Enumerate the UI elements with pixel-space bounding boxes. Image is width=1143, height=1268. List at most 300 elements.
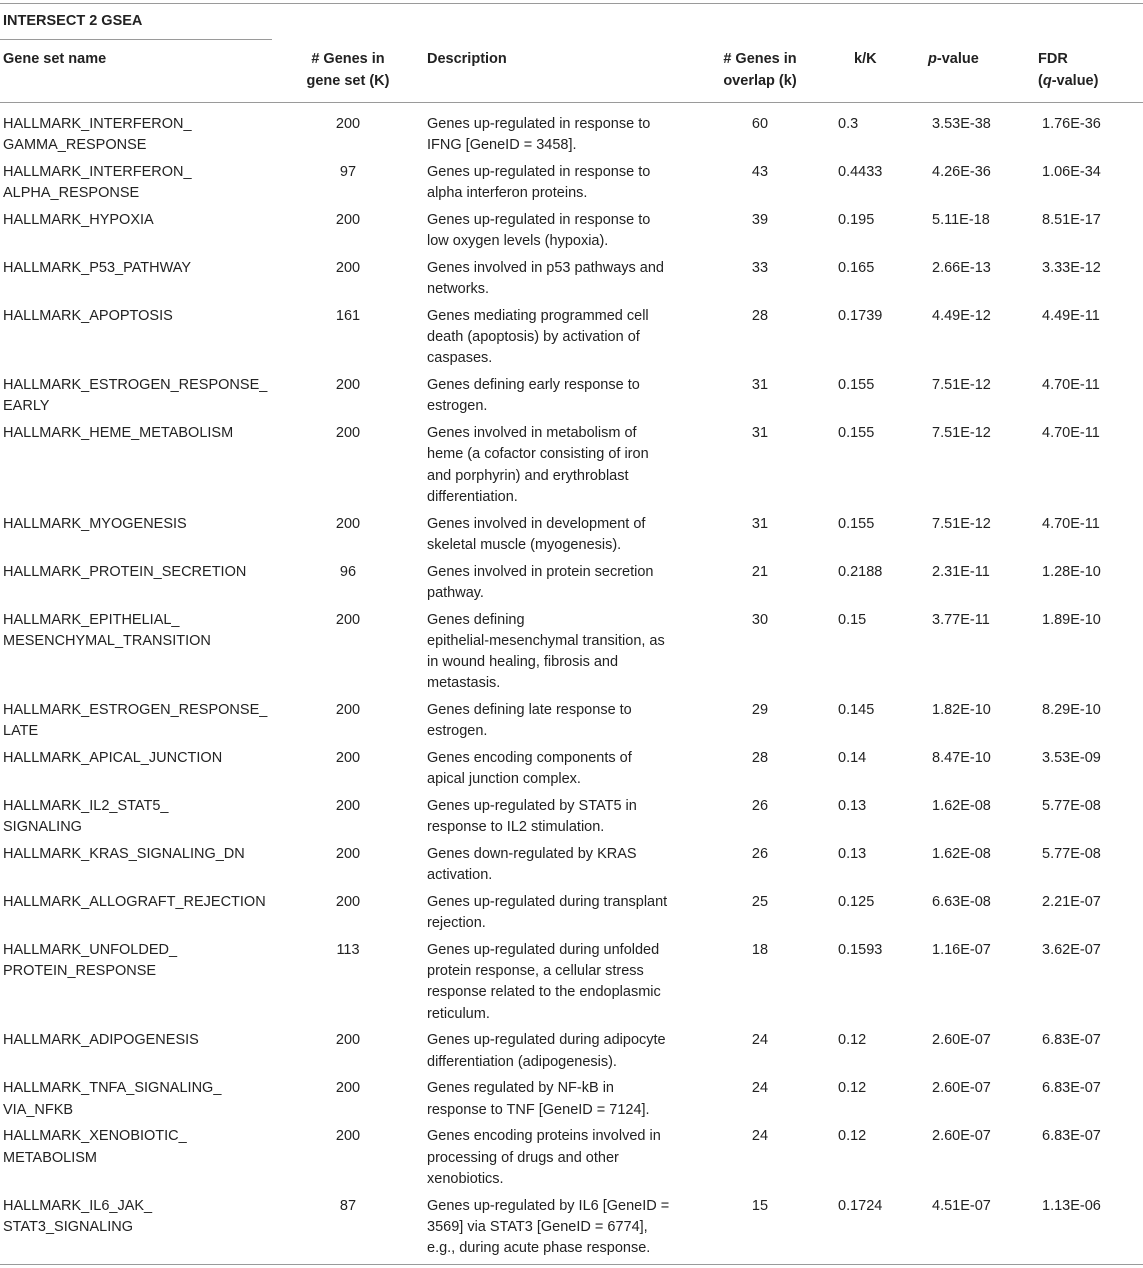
value-k: 200	[335, 702, 361, 719]
value-k: 200	[335, 1032, 361, 1049]
value-fdr: 1.13E-06	[1042, 1197, 1101, 1214]
table-body	[0, 114, 1143, 1265]
value-k: 43	[751, 164, 769, 180]
value-p: 2.31E-11	[932, 563, 990, 580]
value-k: 200	[335, 798, 361, 815]
table-row	[0, 258, 1143, 306]
value-k: 21	[751, 563, 769, 580]
value-kk: 0.155	[838, 377, 875, 394]
cell-kK	[818, 748, 928, 796]
table-row	[0, 210, 1143, 258]
value-desc: Genes regulated by NF-kB in response to TNF [GeneID = 7124].	[427, 1080, 650, 1118]
cell-description	[396, 306, 702, 375]
cell-fdr	[1038, 210, 1143, 258]
cell-genes-in-overlap	[702, 844, 818, 892]
value-p: 1.62E-08	[932, 798, 991, 815]
cell-p-value	[928, 258, 1038, 306]
value-desc: Genes defining early response to estrogen.	[427, 377, 640, 415]
cell-genes-in-overlap	[702, 940, 818, 1030]
value-fdr: 3.33E-12	[1042, 260, 1101, 276]
cell-gene-set-name	[0, 844, 300, 892]
cell-gene-set-name	[0, 1126, 300, 1195]
value-k: 29	[751, 702, 769, 719]
value-kk: 0.12	[838, 1128, 867, 1145]
value-k: 26	[751, 846, 769, 863]
value-p: 1.82E-10	[932, 702, 991, 719]
cell-fdr	[1038, 562, 1143, 610]
cell-fdr	[1038, 748, 1143, 796]
header-fdr-q-italic: q	[1042, 72, 1052, 89]
value-kk: 0.2188	[838, 563, 883, 580]
value-desc: Genes involved in p53 pathways and networks.	[427, 260, 664, 298]
cell-genes-in-set	[300, 892, 396, 940]
value-fdr: 2.21E-07	[1042, 894, 1101, 911]
value-name: HALLMARK_XENOBIOTIC_ METABOLISM	[3, 1128, 187, 1166]
cell-description	[396, 748, 702, 796]
value-p: 2.60E-07	[932, 1032, 991, 1049]
cell-genes-in-overlap	[702, 114, 818, 162]
value-name: HALLMARK_KRAS_SIGNALING_DN	[3, 846, 245, 863]
cell-p-value	[928, 423, 1038, 513]
value-name: HALLMARK_MYOGENESIS	[3, 515, 187, 532]
header-gene-set-name: Gene set name	[3, 51, 107, 67]
cell-p-value	[928, 562, 1038, 610]
value-name: HALLMARK_ALLOGRAFT_REJECTION	[3, 894, 266, 911]
value-desc: Genes involved in development of skeletal muscle (myogenesis).	[427, 515, 646, 553]
cell-genes-in-set	[300, 748, 396, 796]
value-kk: 0.1593	[838, 942, 883, 959]
value-desc: Genes defining late response to estrogen.	[427, 702, 632, 740]
cell-kK	[818, 562, 928, 610]
cell-description	[396, 844, 702, 892]
value-name: HALLMARK_UNFOLDED_ PROTEIN_RESPONSE	[3, 942, 178, 980]
cell-description	[396, 796, 702, 844]
cell-genes-in-set	[300, 423, 396, 513]
cell-kK	[818, 844, 928, 892]
cell-genes-in-set	[300, 610, 396, 700]
value-k: 200	[335, 116, 361, 132]
cell-fdr	[1038, 1078, 1143, 1126]
value-kk: 0.4433	[838, 164, 883, 180]
value-k: 200	[335, 212, 361, 228]
caption-rule	[0, 39, 272, 40]
value-k: 113	[336, 942, 360, 959]
value-fdr: 1.28E-10	[1042, 563, 1101, 580]
cell-gene-set-name	[0, 940, 300, 1030]
cell-description	[396, 423, 702, 513]
value-kk: 0.1739	[838, 308, 883, 324]
cell-description	[396, 210, 702, 258]
value-fdr: 5.77E-08	[1042, 798, 1101, 815]
cell-kK	[818, 306, 928, 375]
value-p: 4.26E-36	[932, 164, 991, 180]
value-k: 24	[751, 1032, 769, 1049]
value-desc: Genes up-regulated during transplant rejection.	[427, 894, 668, 932]
value-desc: Genes up-regulated by IL6 [GeneID = 3569] via STAT3 [GeneID = 6774], e.g., during acute phase response.	[427, 1197, 670, 1257]
table-row	[0, 1196, 1143, 1265]
value-name: HALLMARK_ADIPOGENESIS	[3, 1032, 199, 1049]
cell-description	[396, 562, 702, 610]
value-kk: 0.165	[838, 260, 875, 276]
cell-p-value	[928, 210, 1038, 258]
cell-genes-in-overlap	[702, 562, 818, 610]
cell-p-value	[928, 940, 1038, 1030]
cell-genes-in-overlap	[702, 258, 818, 306]
table-row	[0, 748, 1143, 796]
value-k: 200	[335, 377, 361, 394]
cell-kK	[818, 940, 928, 1030]
cell-gene-set-name	[0, 375, 300, 423]
cell-fdr	[1038, 162, 1143, 210]
value-desc: Genes up-regulated in response to IFNG [GeneID = 3458].	[427, 116, 651, 154]
value-fdr: 4.49E-11	[1042, 308, 1100, 324]
value-p: 2.66E-13	[932, 260, 991, 276]
value-kk: 0.1724	[838, 1197, 883, 1214]
cell-p-value	[928, 1030, 1038, 1078]
cell-genes-in-overlap	[702, 1126, 818, 1195]
cell-genes-in-overlap	[702, 210, 818, 258]
table-row	[0, 610, 1143, 700]
cell-genes-in-overlap	[702, 423, 818, 513]
cell-gene-set-name	[0, 796, 300, 844]
table-row	[0, 892, 1143, 940]
cell-kK	[818, 162, 928, 210]
cell-fdr	[1038, 423, 1143, 513]
cell-gene-set-name	[0, 1078, 300, 1126]
cell-kK	[818, 114, 928, 162]
cell-gene-set-name	[0, 114, 300, 162]
cell-description	[396, 375, 702, 423]
value-name: HALLMARK_IL2_STAT5_ SIGNALING	[3, 798, 169, 836]
value-kk: 0.3	[838, 116, 859, 132]
header-kK: k/K	[854, 51, 877, 67]
cell-fdr	[1038, 610, 1143, 700]
table-row	[0, 844, 1143, 892]
cell-genes-in-overlap	[702, 1030, 818, 1078]
cell-description	[396, 162, 702, 210]
value-k: 28	[751, 750, 769, 767]
value-desc: Genes up-regulated during unfolded protein response, a cellular stress response related to the endoplasmic reticulum.	[427, 942, 661, 1022]
cell-genes-in-set	[300, 562, 396, 610]
value-k: 24	[751, 1128, 769, 1145]
value-kk: 0.13	[838, 846, 867, 863]
cell-kK	[818, 610, 928, 700]
value-kk: 0.12	[838, 1032, 867, 1049]
cell-fdr	[1038, 306, 1143, 375]
value-p: 8.47E-10	[932, 750, 991, 767]
table-row	[0, 162, 1143, 210]
header-genes-in-set-line1: # Genes in	[311, 51, 385, 67]
cell-fdr	[1038, 1030, 1143, 1078]
value-desc: Genes up-regulated during adipocyte differentiation (adipogenesis).	[427, 1032, 666, 1070]
cell-gene-set-name	[0, 562, 300, 610]
value-name: HALLMARK_HYPOXIA	[3, 212, 154, 228]
cell-description	[396, 1078, 702, 1126]
value-p: 3.77E-11	[932, 611, 990, 628]
cell-fdr	[1038, 940, 1143, 1030]
cell-kK	[818, 514, 928, 562]
cell-p-value	[928, 306, 1038, 375]
cell-fdr	[1038, 844, 1143, 892]
value-fdr: 3.62E-07	[1042, 942, 1101, 959]
value-fdr: 5.77E-08	[1042, 846, 1101, 863]
cell-description	[396, 940, 702, 1030]
value-p: 4.49E-12	[932, 308, 991, 324]
value-k: 25	[751, 894, 769, 911]
cell-gene-set-name	[0, 1030, 300, 1078]
header-fdr	[1038, 49, 1098, 92]
value-k: 200	[335, 611, 361, 628]
header-p-rest: -value	[936, 51, 979, 67]
header-p-value	[928, 49, 979, 71]
cell-genes-in-overlap	[702, 700, 818, 748]
cell-kK	[818, 210, 928, 258]
cell-kK	[818, 423, 928, 513]
value-p: 4.51E-07	[932, 1197, 991, 1214]
cell-description	[396, 610, 702, 700]
cell-kK	[818, 1030, 928, 1078]
header-genes-in-set	[300, 49, 396, 92]
value-desc: Genes defining epithelial-mesenchymal transition, as in wound healing, fibrosis and metastasis.	[427, 611, 665, 692]
cell-genes-in-set	[300, 1030, 396, 1078]
value-k: 60	[751, 116, 769, 132]
cell-genes-in-set	[300, 162, 396, 210]
value-p: 2.60E-07	[932, 1128, 991, 1145]
cell-fdr	[1038, 258, 1143, 306]
header-fdr-q-rest: -value)	[1051, 72, 1099, 89]
cell-gene-set-name	[0, 423, 300, 513]
table-row	[0, 514, 1143, 562]
cell-genes-in-overlap	[702, 796, 818, 844]
value-k: 18	[751, 942, 769, 959]
cell-kK	[818, 700, 928, 748]
cell-genes-in-set	[300, 844, 396, 892]
cell-genes-in-overlap	[702, 1078, 818, 1126]
cell-gene-set-name	[0, 514, 300, 562]
cell-genes-in-set	[300, 258, 396, 306]
value-p: 3.53E-38	[932, 116, 991, 132]
value-fdr: 6.83E-07	[1042, 1032, 1101, 1049]
value-k: 96	[339, 563, 357, 580]
value-fdr: 4.70E-11	[1042, 515, 1100, 532]
value-k: 31	[751, 377, 769, 394]
value-kk: 0.195	[838, 212, 875, 228]
header-description: Description	[427, 51, 507, 67]
table-row	[0, 1126, 1143, 1195]
cell-genes-in-set	[300, 1196, 396, 1265]
cell-fdr	[1038, 375, 1143, 423]
value-k: 87	[339, 1197, 357, 1214]
value-kk: 0.15	[838, 611, 867, 628]
value-name: HALLMARK_INTERFERON_ GAMMA_RESPONSE	[3, 116, 192, 154]
table-row	[0, 306, 1143, 375]
value-k: 31	[751, 515, 769, 532]
cell-kK	[818, 1126, 928, 1195]
value-fdr: 1.06E-34	[1042, 164, 1101, 180]
header-genes-overlap-line2: overlap (k)	[723, 72, 797, 89]
value-kk: 0.13	[838, 798, 867, 815]
cell-genes-in-overlap	[702, 1196, 818, 1265]
value-name: HALLMARK_HEME_METABOLISM	[3, 425, 234, 442]
value-k: 15	[751, 1197, 769, 1214]
value-k: 33	[751, 260, 769, 276]
cell-gene-set-name	[0, 258, 300, 306]
cell-p-value	[928, 844, 1038, 892]
table-row	[0, 562, 1143, 610]
value-name: HALLMARK_TNFA_SIGNALING_ VIA_NFKB	[3, 1080, 222, 1118]
value-k: 200	[335, 260, 361, 276]
cell-genes-in-overlap	[702, 162, 818, 210]
cell-genes-in-set	[300, 940, 396, 1030]
value-k: 200	[335, 515, 361, 532]
value-kk: 0.12	[838, 1080, 867, 1097]
table-row	[0, 1078, 1143, 1126]
value-kk: 0.125	[838, 894, 875, 911]
cell-genes-in-set	[300, 210, 396, 258]
value-k: 200	[335, 894, 361, 911]
value-k: 24	[751, 1080, 769, 1097]
value-kk: 0.155	[838, 425, 875, 442]
value-fdr: 4.70E-11	[1042, 425, 1100, 442]
value-desc: Genes involved in protein secretion pathway.	[427, 563, 654, 601]
cell-kK	[818, 796, 928, 844]
cell-genes-in-set	[300, 375, 396, 423]
value-k: 31	[751, 425, 769, 442]
cell-p-value	[928, 162, 1038, 210]
cell-p-value	[928, 1126, 1038, 1195]
cell-fdr	[1038, 892, 1143, 940]
table-row	[0, 375, 1143, 423]
cell-genes-in-set	[300, 306, 396, 375]
value-fdr: 3.53E-09	[1042, 750, 1101, 767]
cell-gene-set-name	[0, 162, 300, 210]
cell-genes-in-set	[300, 796, 396, 844]
cell-gene-set-name	[0, 700, 300, 748]
value-desc: Genes encoding proteins involved in processing of drugs and other xenobiotics.	[427, 1128, 661, 1187]
cell-description	[396, 1030, 702, 1078]
header-fdr-line1: FDR	[1038, 51, 1068, 67]
cell-genes-in-set	[300, 1126, 396, 1195]
value-name: HALLMARK_APOPTOSIS	[3, 308, 173, 324]
cell-description	[396, 892, 702, 940]
cell-fdr	[1038, 1196, 1143, 1265]
value-k: 26	[751, 798, 769, 815]
value-desc: Genes down-regulated by KRAS activation.	[427, 846, 637, 884]
cell-genes-in-set	[300, 514, 396, 562]
cell-kK	[818, 1078, 928, 1126]
value-k: 97	[339, 164, 357, 180]
cell-description	[396, 1126, 702, 1195]
value-fdr: 4.70E-11	[1042, 377, 1100, 394]
gsea-results-table	[0, 114, 1143, 1265]
value-kk: 0.14	[838, 750, 867, 767]
value-name: HALLMARK_APICAL_JUNCTION	[3, 750, 223, 767]
value-fdr: 8.29E-10	[1042, 702, 1101, 719]
cell-gene-set-name	[0, 210, 300, 258]
cell-p-value	[928, 375, 1038, 423]
cell-fdr	[1038, 114, 1143, 162]
value-k: 28	[751, 308, 769, 324]
value-k: 30	[751, 611, 769, 628]
value-desc: Genes up-regulated in response to alpha interferon proteins.	[427, 164, 651, 202]
cell-p-value	[928, 610, 1038, 700]
cell-genes-in-set	[300, 700, 396, 748]
cell-gene-set-name	[0, 748, 300, 796]
cell-description	[396, 700, 702, 748]
header-fdr-line2	[1038, 71, 1098, 93]
cell-description	[396, 258, 702, 306]
value-fdr: 8.51E-17	[1042, 212, 1101, 228]
cell-genes-in-overlap	[702, 375, 818, 423]
cell-p-value	[928, 114, 1038, 162]
value-name: HALLMARK_ESTROGEN_RESPONSE_ LATE	[3, 702, 268, 740]
value-fdr: 6.83E-07	[1042, 1080, 1101, 1097]
header-genes-in-set-line2: gene set (K)	[306, 72, 390, 89]
cell-genes-in-overlap	[702, 892, 818, 940]
value-k: 200	[335, 750, 361, 767]
value-k: 200	[335, 846, 361, 863]
value-name: HALLMARK_IL6_JAK_ STAT3_SIGNALING	[3, 1197, 153, 1235]
value-k: 200	[335, 1128, 361, 1145]
value-p: 7.51E-12	[932, 425, 991, 442]
cell-gene-set-name	[0, 892, 300, 940]
cell-fdr	[1038, 1126, 1143, 1195]
value-name: HALLMARK_EPITHELIAL_ MESENCHYMAL_TRANSITION	[3, 611, 211, 649]
value-p: 1.62E-08	[932, 846, 991, 863]
table-row	[0, 796, 1143, 844]
table-row	[0, 1030, 1143, 1078]
value-desc: Genes involved in metabolism of heme (a cofactor consisting of iron and porphyrin) and erythroblast differentiation.	[427, 425, 649, 505]
cell-p-value	[928, 748, 1038, 796]
cell-genes-in-overlap	[702, 748, 818, 796]
value-desc: Genes up-regulated by STAT5 in response to IL2 stimulation.	[427, 798, 637, 836]
value-k: 200	[335, 1080, 361, 1097]
cell-description	[396, 514, 702, 562]
cell-p-value	[928, 892, 1038, 940]
cell-gene-set-name	[0, 610, 300, 700]
value-desc: Genes encoding components of apical junction complex.	[427, 750, 632, 788]
cell-p-value	[928, 1078, 1038, 1126]
bottom-rule	[0, 1264, 1143, 1265]
value-desc: Genes mediating programmed cell death (apoptosis) by activation of caspases.	[427, 308, 649, 367]
value-p: 1.16E-07	[932, 942, 991, 959]
value-k: 200	[335, 425, 361, 442]
cell-p-value	[928, 1196, 1038, 1265]
cell-genes-in-set	[300, 114, 396, 162]
value-p: 6.63E-08	[932, 894, 991, 911]
value-fdr: 6.83E-07	[1042, 1128, 1101, 1145]
cell-p-value	[928, 796, 1038, 844]
value-p: 7.51E-12	[932, 515, 991, 532]
header-genes-overlap-line1: # Genes in	[723, 51, 797, 67]
top-rule	[0, 3, 1143, 4]
value-kk: 0.145	[838, 702, 875, 719]
value-name: HALLMARK_P53_PATHWAY	[3, 260, 192, 276]
value-k: 161	[335, 308, 361, 324]
value-name: HALLMARK_ESTROGEN_RESPONSE_ EARLY	[3, 377, 268, 415]
value-p: 2.60E-07	[932, 1080, 991, 1097]
header-genes-in-overlap	[702, 49, 818, 92]
value-fdr: 1.76E-36	[1042, 116, 1101, 132]
cell-gene-set-name	[0, 306, 300, 375]
header-rule	[0, 102, 1143, 103]
value-kk: 0.155	[838, 515, 875, 532]
cell-gene-set-name	[0, 1196, 300, 1265]
table-row	[0, 700, 1143, 748]
cell-fdr	[1038, 700, 1143, 748]
cell-genes-in-overlap	[702, 610, 818, 700]
cell-description	[396, 114, 702, 162]
